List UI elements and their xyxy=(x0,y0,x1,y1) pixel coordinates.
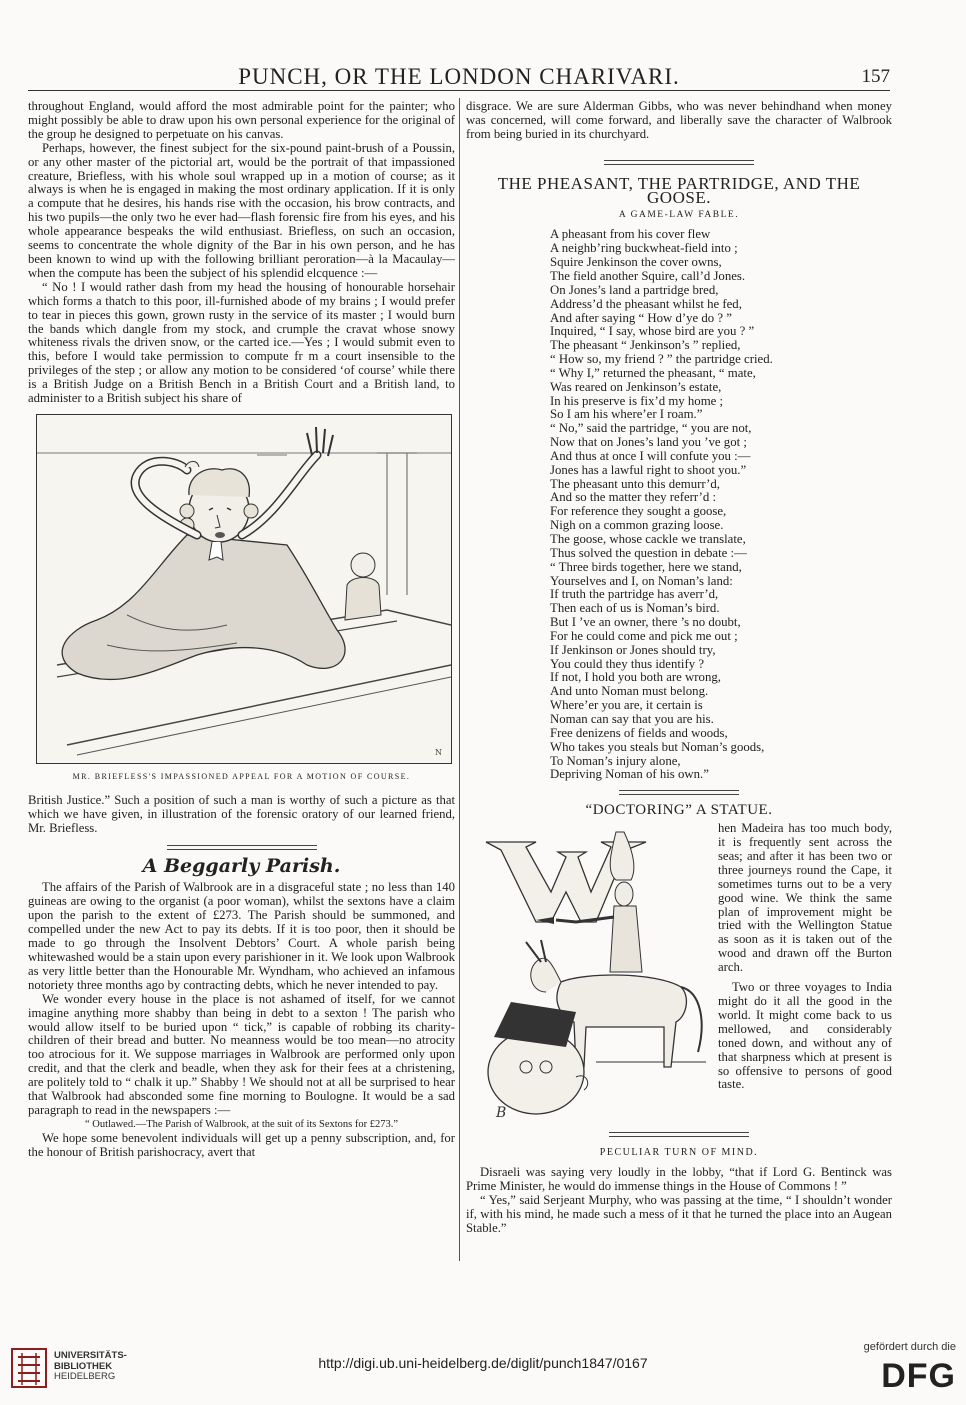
fable-poem xyxy=(550,228,892,782)
wellington-statue-illustration xyxy=(466,822,710,1122)
poem-line: In his preserve is fix’d my home ; xyxy=(550,393,724,408)
section-subheading: A GAME-LAW FABLE. xyxy=(618,209,740,220)
poem-line: For he could come and pick me out ; xyxy=(550,628,738,643)
paragraph: throughout England, would afford the most admirable point for the painter; who might possibly be able to draw upon his own personal experience for the original of the group he designed to perpetuate on his canvas. xyxy=(28,99,455,141)
section-heading: A Beggarly Parish. xyxy=(142,854,341,877)
section-heading: PECULIAR TURN OF MIND. xyxy=(599,1147,759,1159)
briefless-illustration xyxy=(36,414,452,764)
statue-article xyxy=(466,822,892,1122)
right-column xyxy=(466,100,892,1236)
poem-line: A pheasant from his cover flew xyxy=(550,227,711,242)
paragraph: “ Yes,” said Serjeant Murphy, who was passing at the time, “ I shouldn’t wonder if, with his mind, he made such a mess of it that he turned the place into an Augean Stable.” xyxy=(466,1192,892,1235)
funding-note: gefördert durch die xyxy=(863,1341,956,1353)
page-number: 157 xyxy=(861,66,890,87)
poem-line: Who takes you steals but Noman’s goods, xyxy=(550,739,765,754)
page-header xyxy=(28,62,890,91)
poem-line: Thus solved the question in debate :— xyxy=(550,545,747,560)
section-heading: THE PHEASANT, THE PARTRIDGE, AND THE GOOSE. xyxy=(497,173,861,207)
column-divider xyxy=(459,98,460,1261)
svg-text:B: B xyxy=(496,1105,507,1122)
paragraph: hen Madeira has too much body, it is frequently sent across the seas; and after it has been two or three journeys round the Cape, it sometimes turns out to be a very good wine. We think the same plan of improvement might be tried with the Wellington Statue as soon as it is taken out of the wood and drawn off the Burton arch. xyxy=(718,821,892,975)
poem-line: Nigh on a common grazing loose. xyxy=(550,518,724,533)
paragraph: “ No ! I would rather dash from my head the housing of honourable horsehair which forms a thatch to this poor, ill-furnished abode of my brains ; I would prefer to tear in pieces this gown, grown rusty in the service of its master ; I would burn the bands which dangle from my stock, and crumple the cravat whose snowy whiteness rivals the driven snow, or the carted ice.—Yes ; I would submit even to this, before I would take permission to compute fr m a court insensible to the privileges of the step ; or allow any motion to be considered ‘of course’ while there is a British Judge on a British Bench in a British Court and a British land, to administer to a British subject his share of xyxy=(28,279,455,406)
paragraph: Disraeli was saying very loudly in the lobby, “that if Lord G. Bentinck was Prime Minister, he would do immense things in the House of Commons ! ” xyxy=(466,1165,892,1193)
poem-line: Inquired, “ I say, whose bird are you ? ” xyxy=(550,324,755,339)
poem-line: Depriving Noman of his own.” xyxy=(550,767,709,782)
illustration-caption: MR. BRIEFLESS'S IMPASSIONED APPEAL FOR A MOTION OF COURSE. xyxy=(72,771,411,781)
poem-line: Jones has a lawful right to shoot you.” xyxy=(550,462,747,477)
library-line: BIBLIOTHEK xyxy=(54,1360,113,1372)
digitization-footer xyxy=(0,1327,966,1405)
quoted-notice: “ Outlawed.—The Parish of Walbrook, at the suit of its Sextons for £273.” xyxy=(84,1118,399,1130)
poem-line: And after saying “ How d’ye do ? ” xyxy=(550,310,732,325)
poem-line: Address’d the pheasant whilst he fed, xyxy=(550,296,742,311)
source-url-link[interactable]: http://digi.ub.uni-heidelberg.de/diglit/punch1847/0167 xyxy=(318,1355,648,1371)
poem-line: But I ’ve an owner, there ’s no doubt, xyxy=(550,615,741,630)
paragraph: Perhaps, however, the finest subject for the six-pound paint-brush of a Poussin, or any other master of the pictorial art, would be the portrait of that impassioned creature, Briefless, with his whole soul wrapped up in a motion of course; as it always is when he is engaged in making the most ordinary application. If it is only a compute that he desires, his hands rise with the occasion, his brow contracts, and his two pupils—the only two he ever had—flash forensic fire from his eyes, and his whole appearance bespeaks the wild enthusiast. Briefless, on such an occasion, seems to concentrate the whole dignity of the Bar in his own person, and he has been known to wind up with the following brilliant peroration—à la Macaulay—when the compute has been the subject of his splendid elcquence :— xyxy=(28,140,455,280)
poem-line: If not, I hold you both are wrong, xyxy=(550,670,721,685)
poem-line: Free denizens of fields and woods, xyxy=(550,725,728,740)
section-divider xyxy=(619,790,739,795)
poem-line: “ Why I,” returned the pheasant, “ mate, xyxy=(550,365,756,380)
poem-line: The pheasant “ Jenkinson’s ” replied, xyxy=(550,338,741,353)
poem-line: And unto Noman must belong. xyxy=(550,684,709,699)
poem-line: The goose, whose cackle we translate, xyxy=(550,532,746,546)
library-line: HEIDELBERG xyxy=(54,1371,116,1382)
poem-line: “ No,” said the partridge, “ you are not, xyxy=(550,421,752,436)
statue-text xyxy=(718,822,892,1092)
paragraph: We hope some benevolent individuals will get up a penny subscription, and, for the honour of British parishocracy, avert that xyxy=(28,1130,455,1159)
svg-text:N: N xyxy=(435,747,442,757)
paragraph: British Justice.” Such a position of such a man is worthy of such a picture as that which we have given, in illustration of the forensic oratory of our learned friend, Mr. Briefless. xyxy=(28,792,455,835)
poem-line: To Noman’s injury alone, xyxy=(550,753,681,768)
section-heading: “DOCTORING” A STATUE. xyxy=(585,802,773,819)
poem-line: Then each of us is Noman’s bird. xyxy=(550,601,720,616)
poem-line: For reference they sought a goose, xyxy=(550,504,727,519)
poem-line: Noman can say that you are his. xyxy=(550,711,714,726)
poem-line: If truth the partridge has averr’d, xyxy=(550,587,719,602)
poem-line: Yourselves and I, on Noman’s land: xyxy=(550,573,733,588)
section-divider xyxy=(604,160,754,165)
poem-line: Now that on Jones’s land you ’ve got ; xyxy=(550,435,747,450)
poem-line: And thus at once I will confute you :— xyxy=(550,448,751,463)
section-divider xyxy=(167,845,317,850)
poem-line: “ Three birds together, here we stand, xyxy=(550,559,742,574)
poem-line: If Jenkinson or Jones should try, xyxy=(550,642,716,657)
poem-line: “ How so, my friend ? ” the partridge cried. xyxy=(550,352,773,367)
section-divider xyxy=(609,1132,749,1137)
poem-line: On Jones’s land a partridge bred, xyxy=(550,282,719,297)
paragraph: Two or three voyages to India might do it all the good in the world. It might come back to us mellowed, and considerably toned down, and without any of that sharpness which at present is so offensive to persons of good taste. xyxy=(718,980,892,1092)
poem-line: The pheasant unto this demurr’d, xyxy=(550,476,720,491)
briefless-cartoon-drawing xyxy=(37,415,451,763)
poem-line: And so the matter they referr’d : xyxy=(550,490,717,505)
dfg-logo: DFG xyxy=(881,1357,956,1395)
poem-line: Where’er you are, it certain is xyxy=(550,698,703,713)
poem-line: A neighb’ring buckwheat-field into ; xyxy=(550,241,738,256)
poem-line: The field another Squire, call’d Jones. xyxy=(550,268,746,283)
paragraph: The affairs of the Parish of Walbrook are in a disgraceful state ; no less than 140 guineas are owing to the organist (a poor woman), whilst the sextons have a claim upon the parish to the extent of £273. The Parish should be summoned, and compelled under the new Act to pay its debts. If it is too poor, then it should be made to go through the Insolvent Debtors’ Court. A whole parish being whitewashed would be a stain upon every parishioner in it. We look upon Walbrook as very little better than the Honourable Mr. Wyndham, who achieved an infamous notoriety three months ago by contracting debts, which he never intended to pay. xyxy=(28,880,455,992)
poem-line: So I am his where’er I roam.” xyxy=(550,407,703,422)
poem-line: Was reared on Jenkinson’s estate, xyxy=(550,379,722,394)
paragraph: We wonder every house in the place is not ashamed of itself, for we cannot imagine anything more shabby than being in debt to a sexton ! The parish who would allow itself to be buried upon “ tick,” is capable of robbing its charity-children of their bread and butter. No meanness would be too mean—no atrocity too atrocious for it. We suppose marriages in Walbrook are performed only upon credit, and that the clerk and beadle, when they ask for their fees at a christening, are politely told to “ chalk it up.” Shabby ! We should not at all be surprised to hear that Walbrook had absconded some fine morning to Boulogne. It would be a sad paragraph to read in the newspapers :— xyxy=(28,991,455,1117)
page-title: PUNCH, OR THE LONDON CHARIVARI. xyxy=(238,64,680,89)
library-line: UNIVERSITÄTS- xyxy=(54,1350,127,1361)
paragraph: disgrace. We are sure Alderman Gibbs, who was never behindhand when money was concerned, will come forward, and liberally save the character of Walbrook from being buried in its churchyard. xyxy=(466,99,892,141)
left-column xyxy=(28,100,455,1160)
poem-line: You could they thus identify ? xyxy=(550,656,705,671)
poem-line: Squire Jenkinson the cover owns, xyxy=(550,255,722,270)
